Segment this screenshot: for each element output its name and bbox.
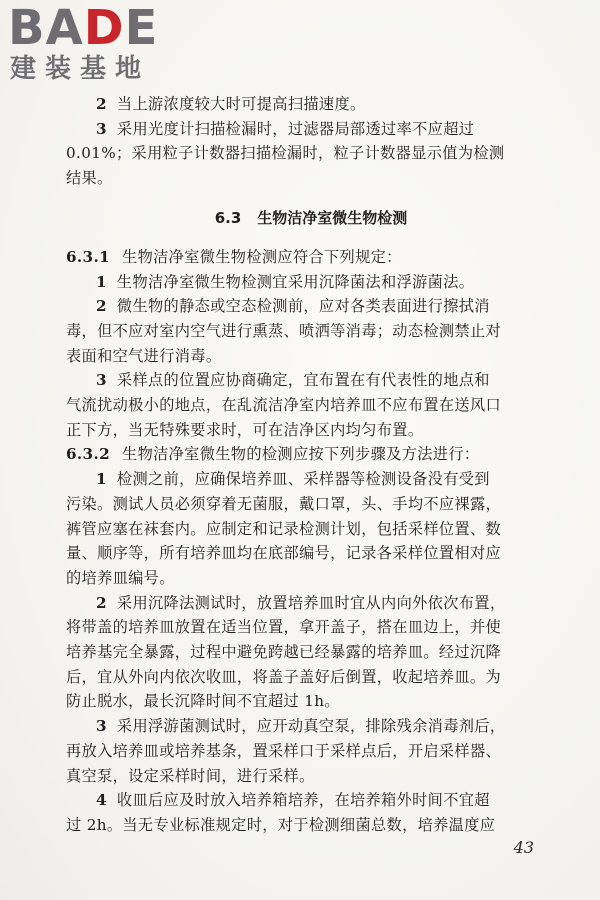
text-line: 培养基完全暴露，过程中避免跨越已经暴露的培养皿。经过沉降 <box>66 643 502 662</box>
item-line <box>66 270 556 295</box>
text-line: 毒，但不应对室内空气进行熏蒸、喷洒等消毒；动态检测禁止对 <box>66 321 502 340</box>
clause-number: 6.3.2 <box>66 445 111 464</box>
item-number: 3 <box>96 371 107 390</box>
document-body <box>66 92 556 838</box>
item-number: 1 <box>96 272 107 291</box>
item-line <box>66 788 556 813</box>
section-number: 6.3 <box>214 208 242 227</box>
item-number: 3 <box>96 717 107 736</box>
text-line: 防止脱水，最长沉降时间不宜超过 1h。 <box>66 692 340 711</box>
text-line: 裤管应塞在袜套内。应制定和记录检测计划，包括采样位置、数 <box>66 519 502 538</box>
item-text: 采用浮游菌测试时，应开动真空泵，排除残余消毒剂后， <box>116 717 506 736</box>
item-text: 采用光度计扫描检漏时，过滤器局部透过率不应超过 <box>116 119 475 138</box>
text-line: 真空泵，设定采样时间，进行采样。 <box>66 766 315 785</box>
item-line <box>66 591 556 616</box>
item-line <box>66 368 556 393</box>
text-line: 0.01%；采用粒子计数器扫描检漏时，粒子计数器显示值为检测 <box>66 144 505 163</box>
item-text: 收皿后应及时放入培养箱培养，在培养箱外时间不宜超 <box>116 791 490 810</box>
item-number: 3 <box>96 119 107 138</box>
item-line <box>66 92 556 117</box>
section-heading <box>66 206 556 230</box>
item-number: 4 <box>96 791 107 810</box>
item-text: 采用沉降法测试时，放置培养皿时宜从内向外依次布置， <box>116 593 506 612</box>
bade-logo <box>8 0 183 86</box>
text-line: 的培养皿编号。 <box>66 568 175 587</box>
item-line <box>66 117 556 142</box>
text-line: 污染。测试人员必须穿着无菌服，戴口罩，头、手均不应裸露， <box>66 494 502 513</box>
text-line: 过 2h。当无专业标准规定时，对于检测细菌总数，培养温度应 <box>66 815 496 834</box>
clause-number: 6.3.1 <box>66 247 111 266</box>
item-text: 微生物的静态或空态检测前，应对各类表面进行擦拭消 <box>116 297 490 316</box>
item-number: 2 <box>96 297 107 316</box>
logo-subtitle: 建装基地 <box>10 54 151 84</box>
item-text: 当上游浓度较大时可提高扫描速度。 <box>116 95 366 113</box>
item-line <box>66 294 556 319</box>
item-line <box>66 467 556 492</box>
text-line: 正下方，当无特殊要求时，可在洁净区内均匀布置。 <box>66 420 424 439</box>
text-line: 气流扰动极小的地点，在乱流洁净室内培养皿不应布置在送风口 <box>66 396 502 415</box>
logo-word-post: E <box>124 0 159 56</box>
item-line <box>66 714 556 739</box>
clause-line <box>66 245 556 270</box>
item-text: 检测之前，应确保培养皿、采样器等检测设备没有受到 <box>116 470 490 489</box>
text-line: 结果。 <box>66 169 113 188</box>
logo-wordmark <box>8 0 159 56</box>
clause-text: 生物洁净室微生物的检测应按下列步骤及方法进行： <box>122 445 480 464</box>
clause-line <box>66 442 556 467</box>
item-text: 生物洁净室微生物检测宜采用沉降菌法和浮游菌法。 <box>116 272 475 291</box>
section-title: 生物洁净室微生物检测 <box>257 208 408 227</box>
clause-text: 生物洁净室微生物检测应符合下列规定： <box>122 247 402 266</box>
text-line: 后，宜从外向内依次收皿，将盖子盖好后倒置，收起培养皿。为 <box>66 667 502 686</box>
logo-word-accent: D <box>83 0 125 56</box>
item-number: 2 <box>96 95 107 113</box>
text-line: 量、顺序等，所有培养皿均在底部编号，记录各采样位置相对应 <box>66 544 502 563</box>
text-line: 表面和空气进行消毒。 <box>66 346 222 365</box>
item-number: 2 <box>96 593 107 612</box>
item-number: 1 <box>96 470 107 489</box>
logo-word-pre: BA <box>8 0 84 56</box>
text-line: 将带盖的培养皿放置在适当位置，拿开盖子，搭在皿边上，并使 <box>66 618 502 637</box>
page-number: 43 <box>513 838 534 857</box>
item-text: 采样点的位置应协商确定，宜布置在有代表性的地点和 <box>116 371 490 390</box>
text-line: 再放入培养皿或培养基条，置采样口于采样点后，开启采样器、 <box>66 741 502 760</box>
